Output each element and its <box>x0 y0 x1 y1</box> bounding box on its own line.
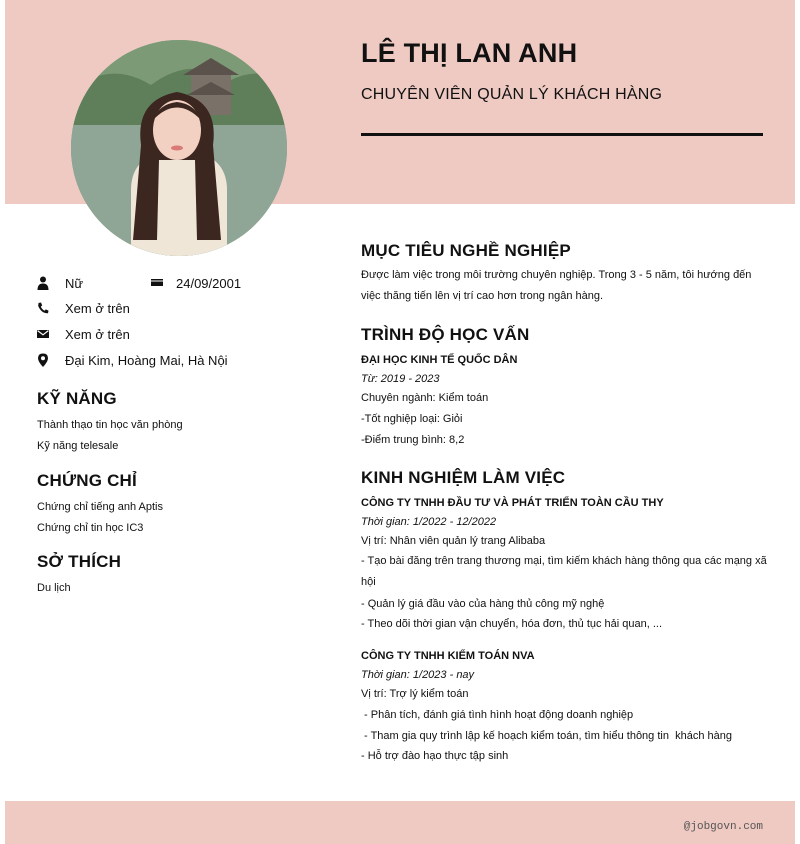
hobbies-heading: SỞ THÍCH <box>37 552 122 571</box>
address-text: Đại Kim, Hoàng Mai, Hà Nội <box>65 353 228 368</box>
skills-heading: KỸ NĂNG <box>37 389 117 408</box>
skill-item: Kỹ năng telesale <box>37 440 119 452</box>
dob-text: 24/09/2001 <box>176 276 242 291</box>
location-pin-icon <box>37 353 49 367</box>
certificate-item: Chứng chỉ tiếng anh Aptis <box>37 501 164 513</box>
job-period: Thời gian: 1/2022 - 12/2022 <box>361 516 497 528</box>
phone-icon <box>37 301 49 315</box>
job-duty: - Hỗ trợ đào hạo thực tập sinh <box>361 750 509 762</box>
education-line: -Điểm trung bình: 8,2 <box>361 434 465 446</box>
job-duty: - Tham gia quy trình lập kế hoạch kiểm toán, tìm hiểu thông tin khách hàng <box>361 730 732 742</box>
skill-item: Thành thạo tin học văn phòng <box>37 419 183 431</box>
mail-icon <box>37 327 49 341</box>
job-period: Thời gian: 1/2023 - nay <box>361 669 475 681</box>
experience-heading: KINH NGHIỆM LÀM VIỆC <box>361 468 566 487</box>
certificate-item: Chứng chỉ tin học IC3 <box>37 522 144 534</box>
objective-text: Được làm việc trong môi trường chuyên nghiệp. Trong 3 - 5 năm, tôi hướng đến việc thăng tiến lên vị trí cao hơn trong ngân hàng. <box>361 269 752 302</box>
job-position: Vị trí: Trợ lý kiểm toán <box>361 688 469 700</box>
watermark-text: @jobgovn.com <box>683 821 763 833</box>
job-duty: - Phân tích, đánh giá tình hình hoạt động doanh nghiệp <box>361 709 634 721</box>
title-divider <box>361 133 763 136</box>
gender-text: Nữ <box>65 276 84 291</box>
cv-page <box>5 0 795 844</box>
job-duty: - Theo dõi thời gian vận chuyển, hóa đơn, thủ tục hải quan, ... <box>361 618 663 630</box>
job-company: CÔNG TY TNHH KIỂM TOÁN NVA <box>361 650 535 662</box>
certificates-heading: CHỨNG CHỈ <box>37 471 137 490</box>
calendar-icon <box>151 276 163 290</box>
education-period: Từ: 2019 - 2023 <box>361 373 440 385</box>
job-duty: - Tạo bài đăng trên trang thương mại, tìm kiếm khách hàng thông qua các mạng xã hội <box>361 555 767 588</box>
job-duty: - Quản lý giá đầu vào của hàng thủ công mỹ nghệ <box>361 598 605 610</box>
job-company: CÔNG TY TNHH ĐẦU TƯ VÀ PHÁT TRIỂN TOÀN CẦU THY <box>361 497 664 509</box>
person-icon <box>37 276 49 290</box>
objective-heading: MỤC TIÊU NGHỀ NGHIỆP <box>361 241 571 260</box>
education-line: Chuyên ngành: Kiểm toán <box>361 392 489 404</box>
footer-band <box>5 801 795 844</box>
job-position: Vị trí: Nhân viên quản lý trang Alibaba <box>361 535 546 547</box>
profile-photo <box>71 40 287 256</box>
candidate-name: LÊ THỊ LAN ANH <box>361 38 578 68</box>
education-line: -Tốt nghiệp loại: Giỏi <box>361 413 463 425</box>
candidate-title: CHUYÊN VIÊN QUẢN LÝ KHÁCH HÀNG <box>361 86 663 103</box>
hobby-item: Du lịch <box>37 582 71 594</box>
email-text: Xem ở trên <box>65 327 130 342</box>
education-heading: TRÌNH ĐỘ HỌC VẤN <box>361 325 530 344</box>
phone-text: Xem ở trên <box>65 301 130 316</box>
school-name: ĐẠI HỌC KINH TẾ QUỐC DÂN <box>361 354 518 366</box>
